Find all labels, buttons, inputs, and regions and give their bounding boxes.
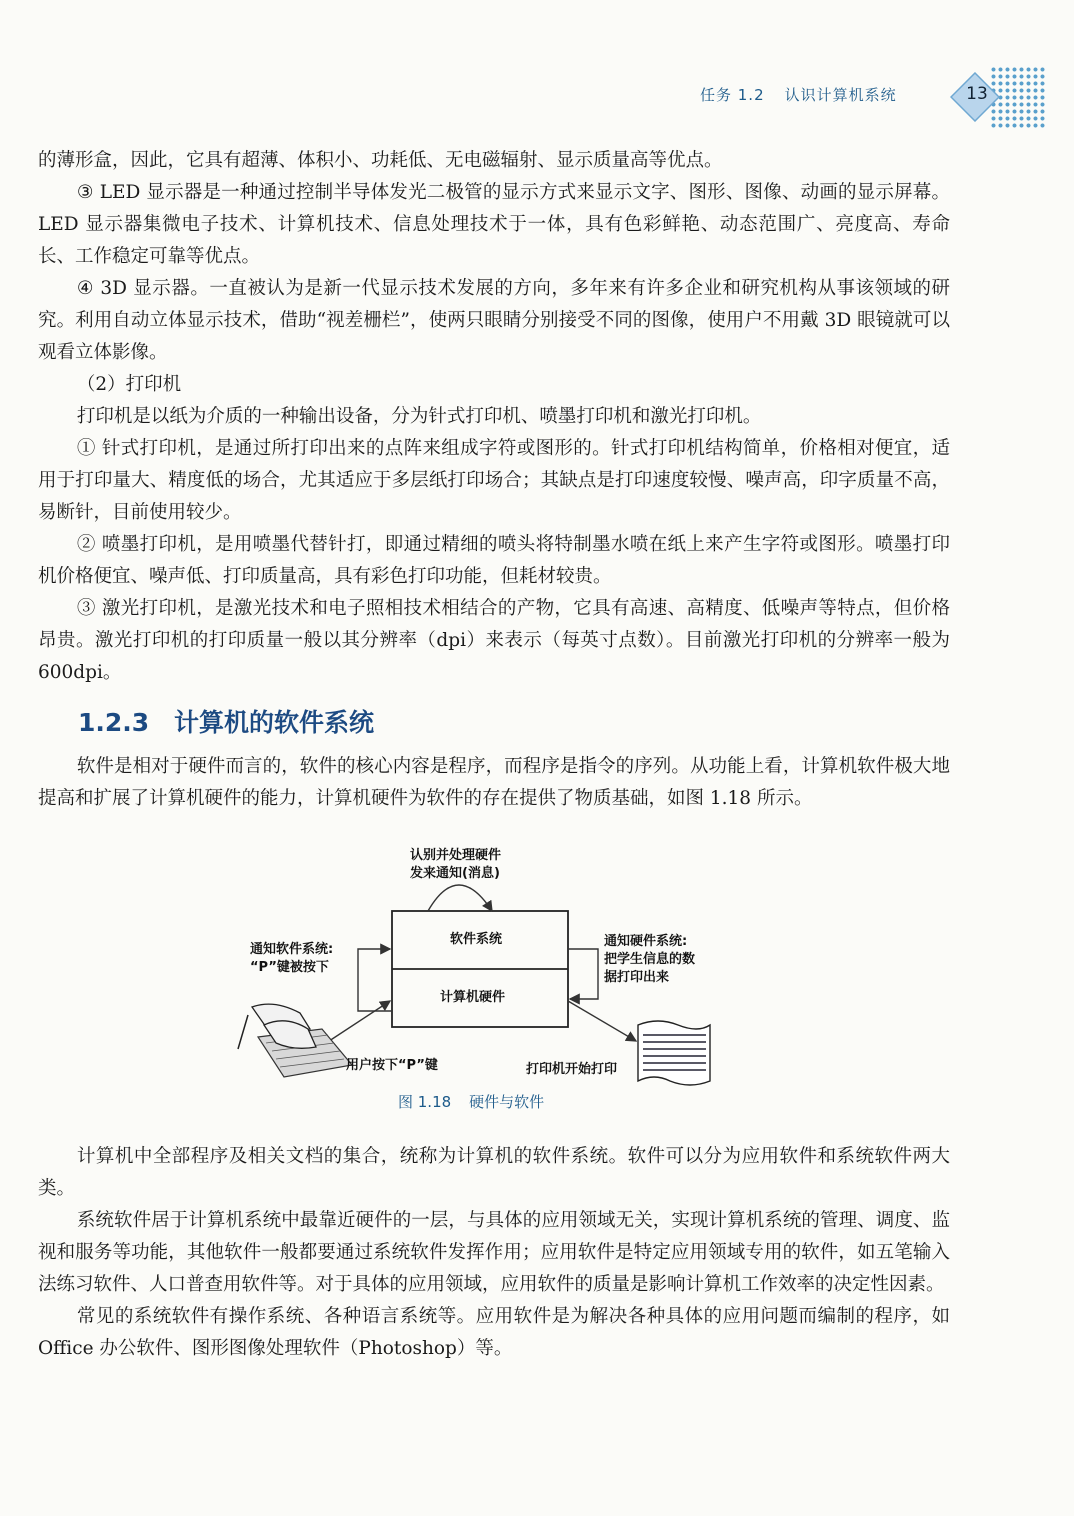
section-title: 计算机的软件系统 — [174, 708, 375, 737]
page-body — [38, 145, 950, 1365]
section-number: 1.2.3 — [78, 708, 150, 737]
label-top-line1: 认别并处理硬件 — [410, 848, 502, 863]
label-left-line2: “P”键被按下 — [250, 960, 329, 975]
paragraph-system-software: 系统软件居于计算机系统中最靠近硬件的一层，与具体的应用领域无关，实现计算机系统的管理、调度、监视和服务等功能，其他软件一般都要通过系统软件发挥作用；应用软件是特定应用领域专用的软件，如五笔输入法练习软件、人口普查用软件等。对于具体的应用领域，应用软件的质量是影响计算机工作效率的决定性因素。 — [38, 1210, 950, 1295]
printer-paper-icon — [638, 1021, 710, 1085]
box-label-hardware: 计算机硬件 — [440, 990, 506, 1005]
box-label-software: 软件系统 — [450, 932, 503, 947]
paragraph-printer-intro: 打印机是以纸为介质的一种输出设备，分为针式打印机、喷墨打印机和激光打印机。 — [76, 406, 762, 427]
label-right-line2: 把学生信息的数 — [604, 952, 696, 967]
paragraph-software-intro: 软件是相对于硬件而言的，软件的核心内容是程序，而程序是指令的序列。从功能上看，计算机软件极大地提高和扩展了计算机硬件的能力，计算机硬件为软件的存在提供了物质基础，如图 1.18 所示。 — [38, 756, 950, 809]
header-section: 任务 1.2 — [700, 86, 765, 104]
caption-number: 图 1.18 — [398, 1093, 452, 1111]
left-bracket-arrow — [358, 949, 392, 1011]
header-title: 认识计算机系统 — [784, 86, 897, 104]
top-curved-arrow — [428, 885, 492, 911]
keyboard-hands-icon — [238, 1004, 352, 1077]
paragraph-common-software: 常见的系统软件有操作系统、各种语言系统等。应用软件是为解决各种具体的应用问题而编制的程序，如 Office 办公软件、图形图像处理软件（Photoshop）等。 — [38, 1306, 950, 1359]
paragraph-led-display: ③ LED 显示器是一种通过控制半导体发光二极管的显示方式来显示文字、图形、图像、动画的显示屏幕。LED 显示器集微电子技术、计算机技术、信息处理技术于一体，具有色彩鲜艳、动态范围广、亮度高、寿命长、工作稳定可靠等优点。 — [38, 182, 950, 267]
section-heading — [78, 701, 950, 745]
label-left-line1: 通知软件系统: — [250, 942, 334, 957]
figure-hardware-software — [38, 829, 950, 1141]
label-bottom-left: 用户按下“P”键 — [346, 1058, 438, 1073]
subheading-printer: （2）打印机 — [76, 374, 182, 395]
caption-title: 硬件与软件 — [469, 1093, 545, 1111]
paragraph-laser: ③ 激光打印机，是激光技术和电子照相技术相结合的产物，它具有高速、高精度、低噪声等特点，但价格昂贵。激光打印机的打印质量一般以其分辨率（dpi）来表示（每英寸点数）。目前激光打印机的分辨率一般为 600dpi。 — [38, 598, 950, 683]
figure-caption — [398, 1091, 544, 1112]
label-right-line3: 据打印出来 — [604, 970, 670, 985]
paragraph-3d-display: ④ 3D 显示器。一直被认为是新一代显示技术发展的方向，多年来有许多企业和研究机构从事该领域的研究。利用自动立体显示技术，借助“视差栅栏”，使两只眼睛分别接受不同的图像，使用户不用戴 3D 眼镜就可以观看立体影像。 — [38, 278, 950, 363]
running-header — [700, 84, 897, 105]
right-bracket-arrow — [568, 949, 598, 999]
printer-arrow — [568, 1001, 636, 1041]
paragraph-software-system: 计算机中全部程序及相关文档的集合，统称为计算机的软件系统。软件可以分为应用软件和系统软件两大类。 — [38, 1146, 950, 1199]
page-number: 13 — [966, 84, 988, 104]
paragraph-inkjet: ② 喷墨打印机，是用喷墨代替针打，即通过精细的喷头将特制墨水喷在纸上来产生字符或图形。喷墨打印机价格便宜、噪声低、打印质量高，具有彩色打印功能，但耗材较贵。 — [38, 534, 950, 587]
paragraph-continued: 的薄形盒，因此，它具有超薄、体积小、功耗低、无电磁辐射、显示质量高等优点。 — [38, 150, 723, 171]
label-top-line2: 发来通知(消息) — [410, 866, 500, 881]
label-bottom-right: 打印机开始打印 — [526, 1062, 618, 1077]
paragraph-dot-matrix: ① 针式打印机，是通过所打印出来的点阵来组成字符或图形的。针式打印机结构简单，价格相对便宜，适用于打印量大、精度低的场合，尤其适应于多层纸打印场合；其缺点是打印速度较慢、噪声高，印字质量不高，易断针，目前使用较少。 — [38, 438, 950, 523]
label-right-line1: 通知硬件系统: — [604, 934, 688, 949]
